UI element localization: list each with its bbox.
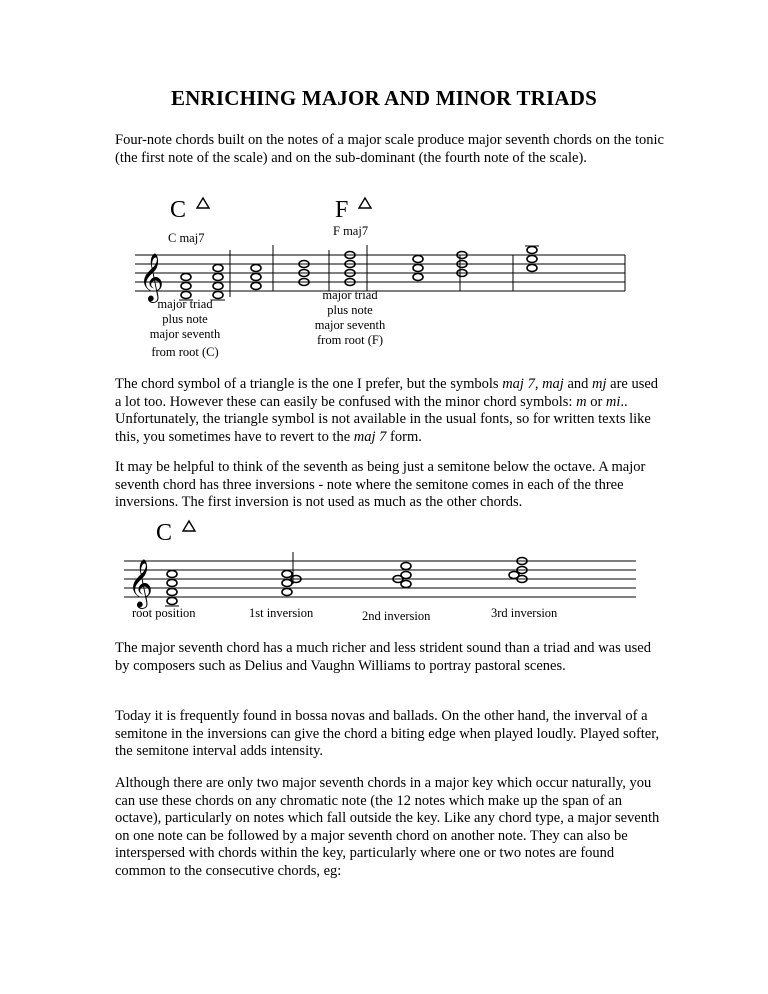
paragraph-inversions: It may be helpful to think of the seventh as being just a semitone below the octave. A major seventh chord has three inversions - note where the semitone comes in each of the three inversions. The first inversion is not used as much as the other chords.: [115, 459, 646, 510]
caption-f-line-1: major triad: [322, 288, 378, 302]
chord-label-fmaj7: F maj7: [333, 224, 369, 238]
chord-label-cmaj7: C maj7: [168, 231, 205, 245]
caption-c-line-3: major seventh: [149, 327, 221, 341]
chord-1st-inversion: [282, 571, 301, 596]
label-2nd-inversion: 2nd inversion: [362, 609, 431, 623]
treble-clef-icon: 𝄞: [139, 252, 164, 301]
paragraph-chord-symbols: The chord symbol of a triangle is the one I prefer, but the symbols maj 7, maj and mj are used a lot too. However these can easily be confused with the minor chord symbols: m or mi.. Unfortunately, the triangle symbol is not available in the usual fonts, so for written texts like this, you sometimes have to revert to the maj 7 form.: [115, 376, 659, 445]
chord-symbol-c: C: [170, 197, 187, 223]
chord-symbol-c-2: C: [156, 520, 173, 546]
caption-c-line-1: major triad: [157, 297, 213, 311]
page-title: ENRICHING MAJOR AND MINOR TRIADS: [170, 86, 598, 110]
caption-f-line-2: plus note: [327, 303, 373, 317]
caption-f-line-4: from root (F): [317, 333, 383, 347]
intro-paragraph: Four-note chords built on the notes of a major scale produce major seventh chords on the tonic (the first note of the scale) and on the sub-dominant (the fourth note of the scale).: [115, 132, 664, 166]
paragraph-bossa-nova: Today it is frequently found in bossa novas and ballads. On the other hand, the inverval of a semitone in the inversions can give the chord a biting edge when played loudly. Played softer, the semitone interval adds intensity.: [115, 708, 660, 759]
label-3rd-inversion: 3rd inversion: [491, 606, 558, 620]
paragraph-chromatic: Although there are only two major seventh chords in a major key which occur naturally, you can use these chords on any chromatic note (the 12 notes which make up the span of an octave), particularly on notes which fall outside the key. Like any chord type, a major seventh on one note can be followed by a major seventh chord on another note. They can also be interspersed with chords within the key, particularly where one or two notes are found common to the consecutive chords, eg:: [115, 775, 660, 879]
caption-c-line-4: from root (C): [151, 345, 219, 359]
chord-symbol-f: F: [335, 197, 349, 223]
label-1st-inversion: 1st inversion: [249, 606, 314, 620]
treble-clef-icon: 𝄞: [128, 558, 153, 607]
chord-2nd-inversion: [393, 563, 411, 588]
caption-c-line-2: plus note: [162, 312, 208, 326]
paragraph-richer-sound: The major seventh chord has a much richer and less strident sound than a triad and was used by composers such as Delius and Vaughn Williams to portray pastoral scenes.: [115, 640, 651, 674]
caption-f-line-3: major seventh: [314, 318, 386, 332]
label-root-position: root position: [132, 606, 196, 620]
